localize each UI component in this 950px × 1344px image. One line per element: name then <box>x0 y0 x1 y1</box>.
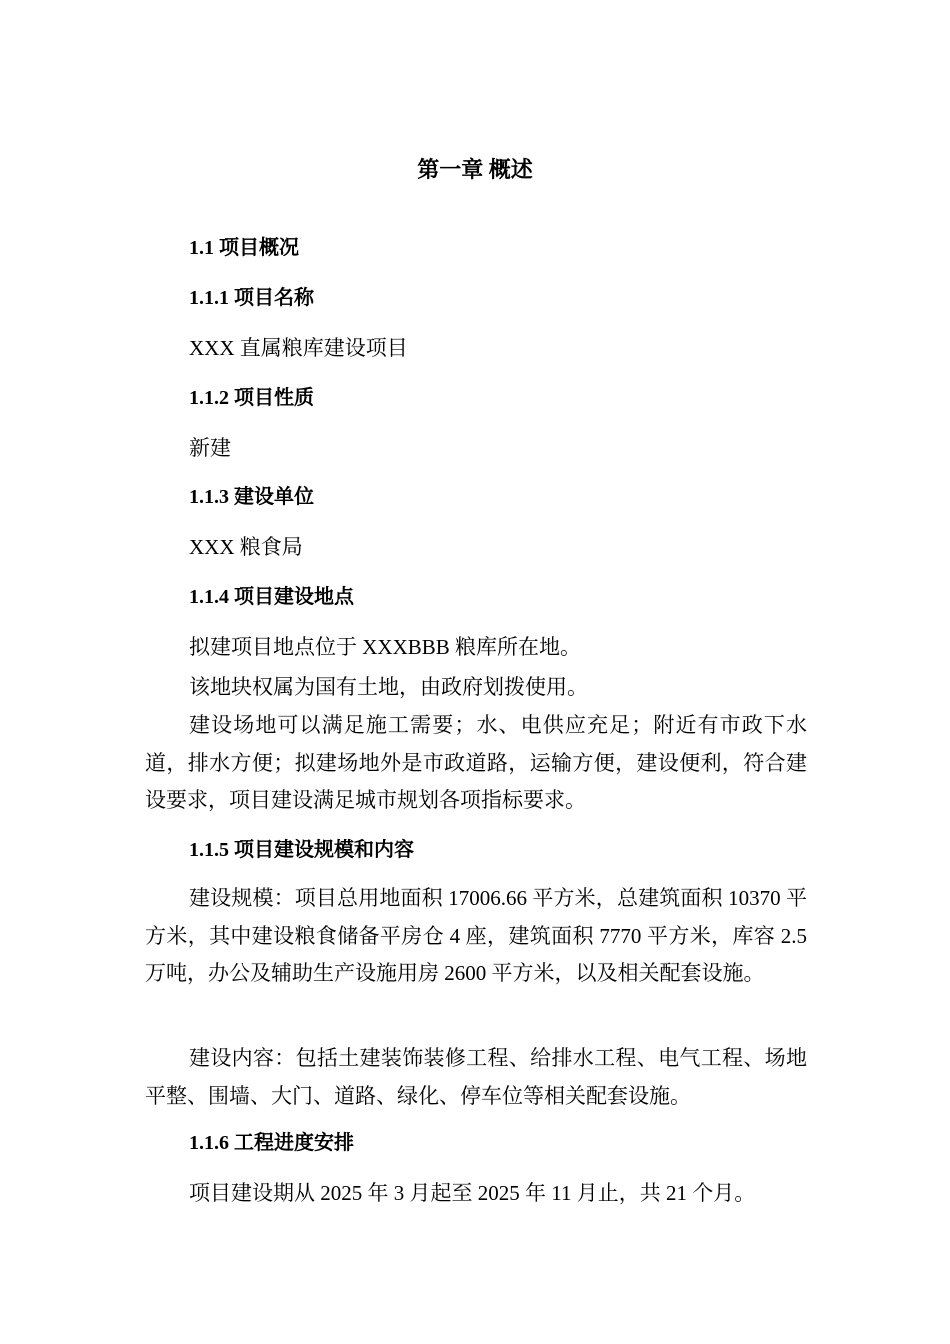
content-paragraph: 建设内容：包括土建装饰装修工程、给排水工程、电气工程、场地平整、围墙、大门、道路、绿化、停车位等相关配套设施。 <box>145 1046 807 1108</box>
location-paragraph: 建设场地可以满足施工需要；水、电供应充足；附近有市政下水道，排水方便；拟建场地外是市政道路，运输方便，建设便利，符合建设要求，项目建设满足城市规划各项指标要求。 <box>145 713 807 812</box>
section-heading-1-1-6: 1.1.6 工程进度安排 <box>189 1132 354 1154</box>
section-heading-1-1-4: 1.1.4 项目建设地点 <box>189 586 354 608</box>
section-heading-1-1-2: 1.1.2 项目性质 <box>189 387 314 409</box>
section-heading-1-1-1: 1.1.1 项目名称 <box>189 287 314 309</box>
section-heading-1-1-5: 1.1.5 项目建设规模和内容 <box>189 839 414 861</box>
scale-paragraph: 建设规模：项目总用地面积 17006.66 平方米，总建筑面积 10370 平方米，其中建设粮食储备平房仓 4 座，建筑面积 7770 平方米，库容 2.5 万吨，办公及辅助生产设施用房 2600 平方米，以及相关配套设施。 <box>145 886 807 985</box>
location-line-2: 该地块权属为国有土地，由政府划拨使用。 <box>189 675 588 699</box>
section-heading-1-1: 1.1 项目概况 <box>189 237 299 259</box>
location-line-1: 拟建项目地点位于 XXXBBB 粮库所在地。 <box>189 635 582 659</box>
chapter-title: 第一章 概述 <box>417 157 533 182</box>
section-heading-1-1-3: 1.1.3 建设单位 <box>189 486 314 508</box>
schedule-text: 项目建设期从 2025 年 3 月起至 2025 年 11 月止，共 21 个月。 <box>189 1181 756 1205</box>
project-nature-text: 新建 <box>189 436 231 460</box>
construction-unit-text: XXX 粮食局 <box>189 535 303 559</box>
project-name-text: XXX 直属粮库建设项目 <box>189 336 408 360</box>
